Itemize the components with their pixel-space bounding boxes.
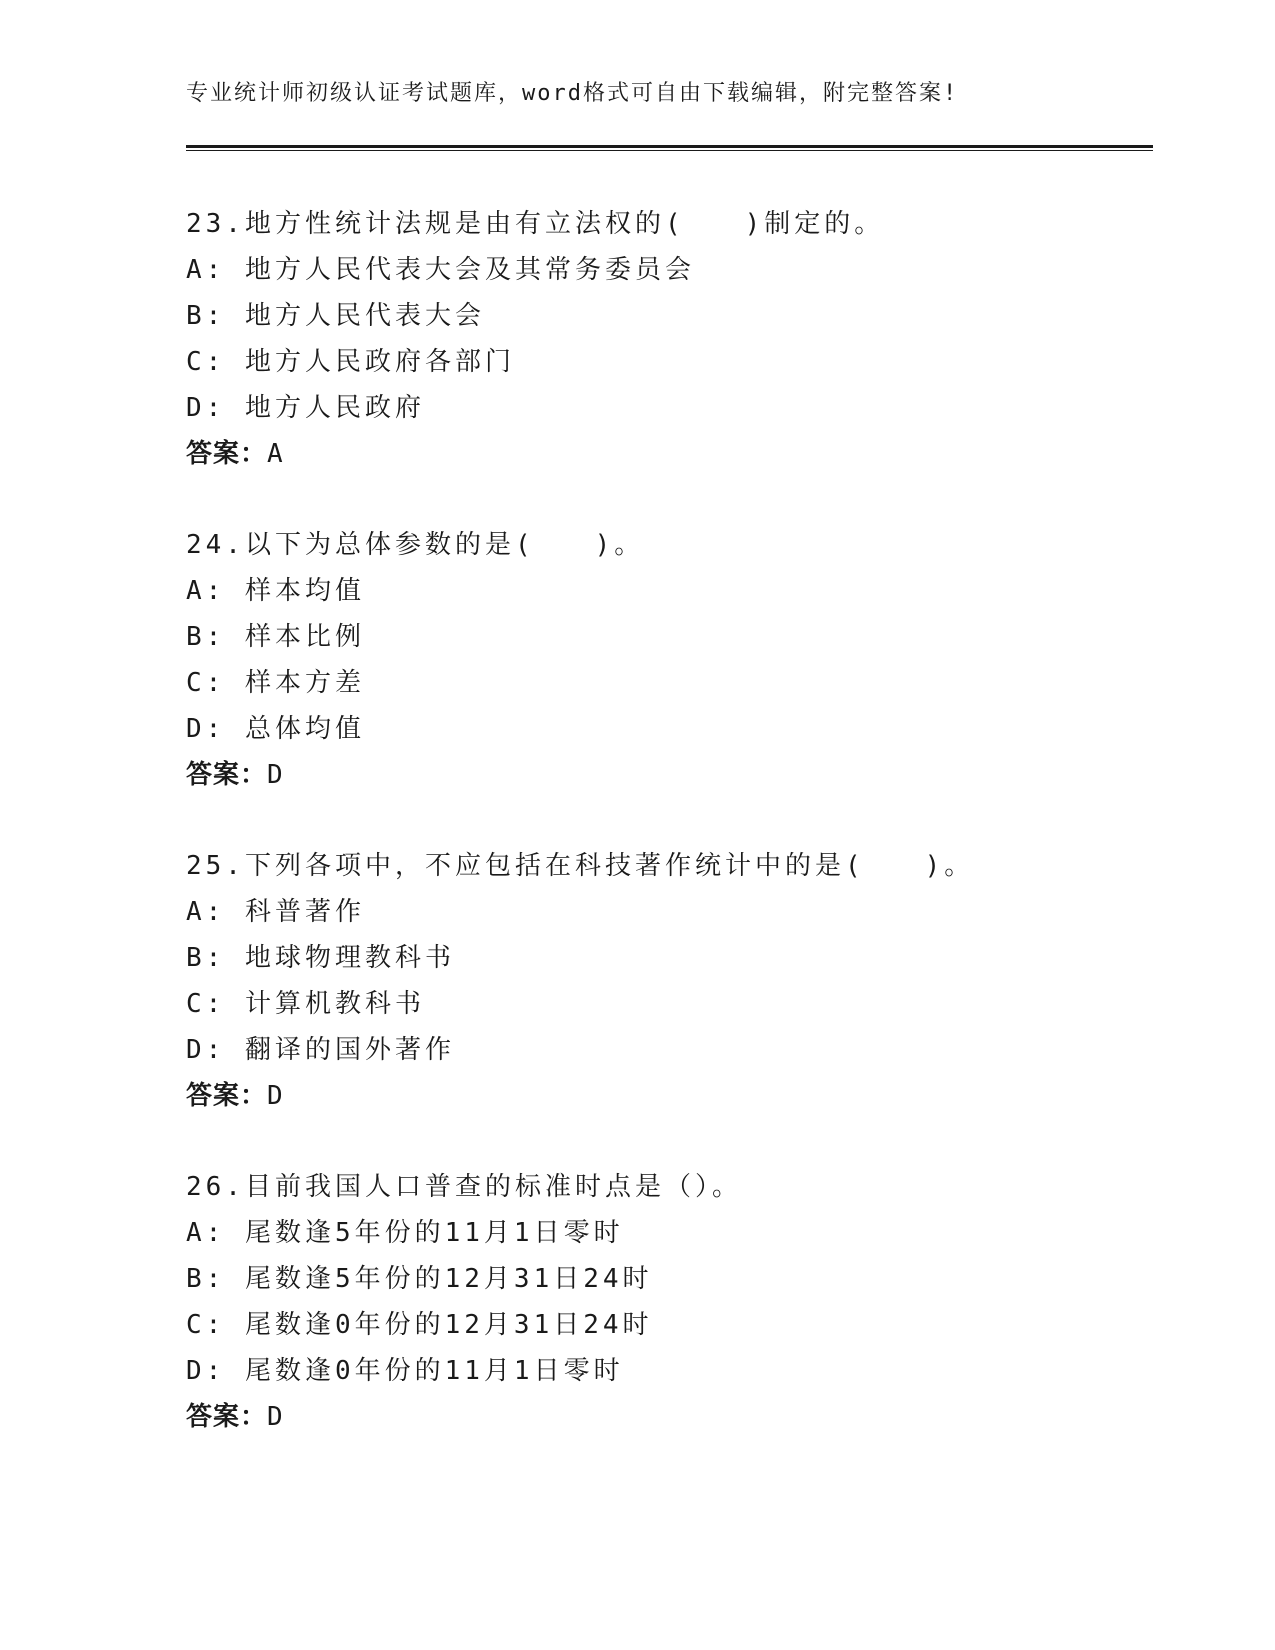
option-a: A: 地方人民代表大会及其常务委员会 — [186, 255, 695, 285]
question-25 — [186, 843, 1146, 1119]
option-d: D: 尾数逢0年份的11月1日零时 — [186, 1356, 624, 1386]
answer-line — [186, 752, 1146, 798]
answer-label: 答案： — [186, 1402, 268, 1432]
option-b: B: 地球物理教科书 — [186, 943, 455, 973]
option-c: C: 计算机教科书 — [186, 989, 425, 1019]
option-a: A: 尾数逢5年份的11月1日零时 — [186, 1218, 624, 1248]
answer-line — [186, 1073, 1146, 1119]
question-24 — [186, 522, 1146, 798]
header-divider-thin — [186, 150, 1153, 151]
question-stem: 25.下列各项中，不应包括在科技著作统计中的是( )。 — [186, 851, 975, 881]
answer-label: 答案： — [186, 1081, 268, 1111]
answer-value: D — [267, 1081, 284, 1111]
option-c: C: 样本方差 — [186, 668, 365, 698]
answer-line — [186, 1394, 1146, 1440]
question-stem: 24.以下为总体参数的是( )。 — [186, 530, 645, 560]
question-list — [186, 201, 1146, 1485]
option-b: B: 尾数逢5年份的12月31日24时 — [186, 1264, 653, 1294]
page-header: 专业统计师初级认证考试题库，word格式可自由下载编辑，附完整答案! — [186, 81, 959, 106]
answer-line — [186, 431, 1146, 477]
option-a: A: 样本均值 — [186, 576, 365, 606]
option-d: D: 总体均值 — [186, 714, 365, 744]
option-b: B: 样本比例 — [186, 622, 365, 652]
option-b: B: 地方人民代表大会 — [186, 301, 485, 331]
answer-value: D — [267, 760, 284, 790]
question-stem: 23.地方性统计法规是由有立法权的( )制定的。 — [186, 209, 885, 239]
answer-label: 答案： — [186, 439, 268, 469]
answer-value: D — [267, 1402, 284, 1432]
question-stem: 26.目前我国人口普查的标准时点是（）。 — [186, 1172, 742, 1202]
header-divider-thick — [186, 145, 1153, 148]
option-c: C: 地方人民政府各部门 — [186, 347, 515, 377]
question-23 — [186, 201, 1146, 477]
answer-label: 答案： — [186, 760, 268, 790]
answer-value: A — [267, 439, 284, 469]
option-d: D: 翻译的国外著作 — [186, 1035, 455, 1065]
option-a: A: 科普著作 — [186, 897, 365, 927]
question-26 — [186, 1164, 1146, 1440]
option-c: C: 尾数逢0年份的12月31日24时 — [186, 1310, 653, 1340]
option-d: D: 地方人民政府 — [186, 393, 425, 423]
